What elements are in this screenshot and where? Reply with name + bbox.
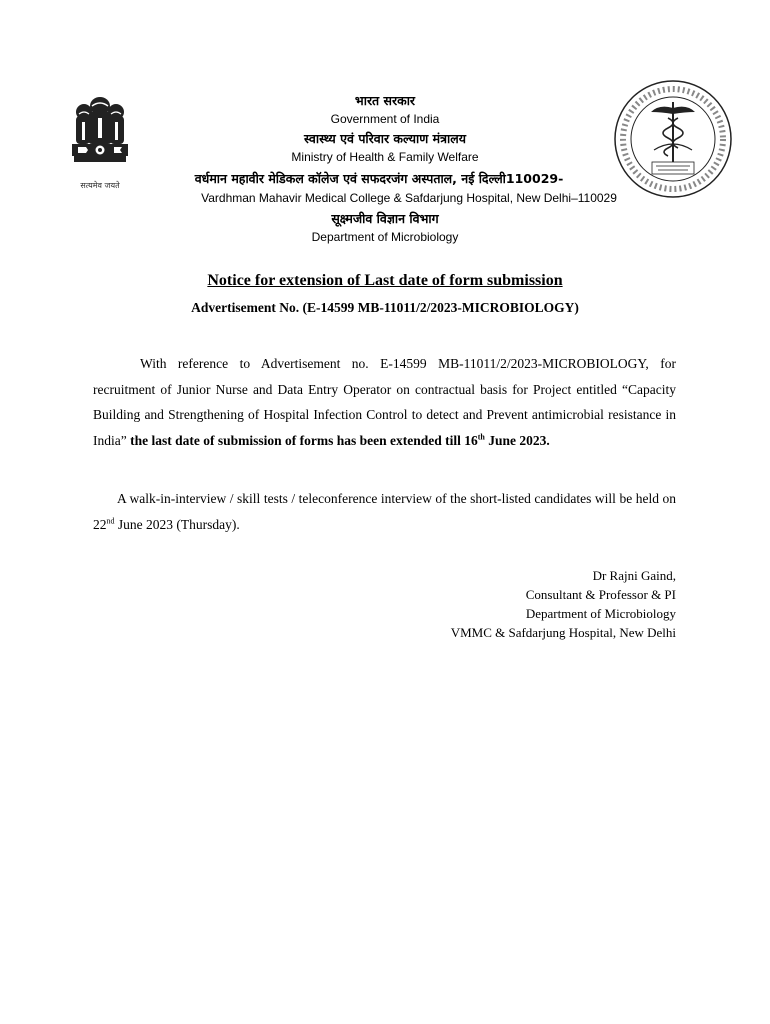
extension-date: June 2023.	[488, 432, 550, 448]
department-title: Department of Microbiology	[311, 230, 459, 244]
paragraph-1-text: With reference to Advertisement no. E-14599 MB-11011/2/2023-MICROBIOLOGY, for recruitment of Junior Nurse and Data Entry Operator on contractual basis for Project entitled “Capacity Building and Strengthening of Hospital Infection Control to detect and Prevent antimicrobial resistance in India”	[93, 356, 676, 448]
hindi-department-title: सूक्ष्मजीव विज्ञान विभाग	[331, 211, 439, 226]
emblem-motto: सत्यमेव जयते	[80, 181, 120, 190]
interview-text: A walk-in-interview / skill tests / teleconference interview of the short-listed candidates will be held on 22	[93, 491, 676, 532]
advertisement-number: Advertisement No. (E-14599 MB-11011/2/2023-MICROBIOLOGY)	[191, 300, 579, 315]
college-title: Vardhman Mahavir Medical College & Safdarjung Hospital, New Delhi–110029	[201, 191, 617, 205]
interview-date: June 2023 (Thursday).	[117, 516, 240, 532]
hindi-college-title: वर्धमान महावीर मेडिकल कॉलेज एवं सफदरजंग अस्पताल, नई दिल्ली110029-	[194, 171, 564, 186]
extension-statement	[130, 433, 550, 448]
date-suffix: th	[477, 432, 485, 441]
hindi-government-title: भारत सरकार	[354, 93, 416, 108]
notice-title: Notice for extension of Last date of form submission	[207, 272, 563, 289]
signatory-designation: Consultant & Professor & PI	[525, 587, 676, 602]
signatory-institution: VMMC & Safdarjung Hospital, New Delhi	[450, 625, 676, 640]
notice-paragraph-1	[93, 351, 676, 453]
interview-date-suffix: nd	[106, 516, 115, 525]
signatory-name: Dr Rajni Gaind,	[592, 568, 676, 583]
extension-text: the last date of submission of forms has been extended till 16	[130, 432, 478, 448]
hindi-ministry-title: स्वास्थ्य एवं परिवार कल्याण मंत्रालय	[304, 131, 466, 146]
ministry-title: Ministry of Health & Family Welfare	[291, 150, 479, 164]
notice-paragraph-2	[93, 486, 676, 537]
signature-block	[451, 566, 676, 642]
government-title: Government of India	[330, 112, 440, 126]
signatory-department: Department of Microbiology	[525, 606, 676, 621]
